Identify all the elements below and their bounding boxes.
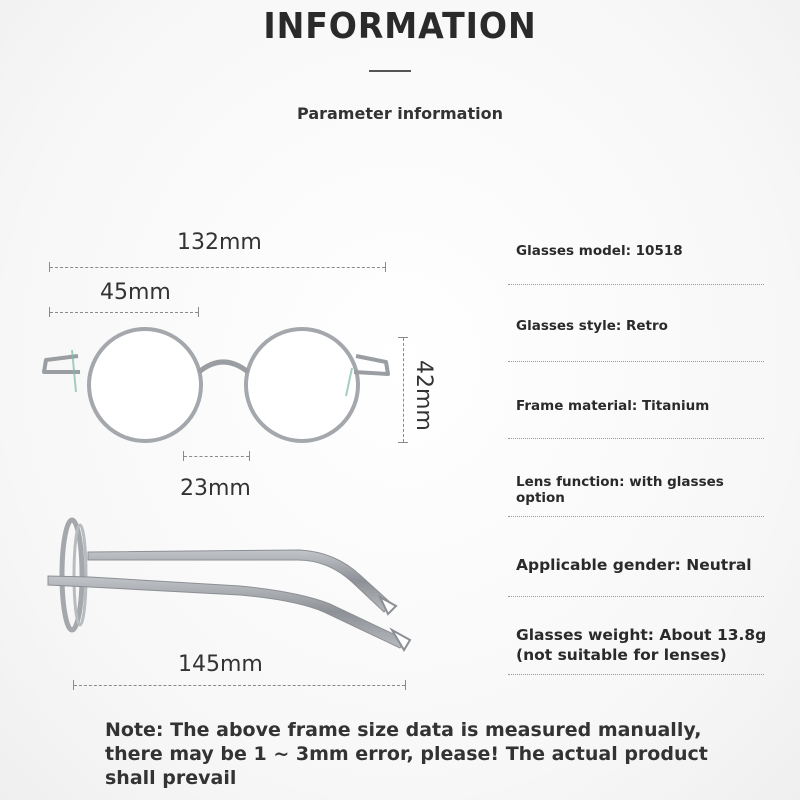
- right-lens: [246, 329, 358, 441]
- glasses-side-view: [48, 520, 410, 650]
- measurement-note: Note: The above frame size data is measured manually, there may be 1 ~ 3mm error, please! The actual product shall prevail: [105, 719, 708, 789]
- bridge-width-label: 23mm: [180, 476, 251, 501]
- lens-width-line: [50, 312, 198, 313]
- total-width-label: 132mm: [177, 230, 262, 255]
- param-divider: [508, 438, 764, 439]
- param-model: Glasses model: 10518: [516, 243, 683, 259]
- temple-length-line: [74, 685, 405, 686]
- lower-temple-arm: [48, 576, 406, 648]
- param-material: Frame material: Titanium: [516, 398, 710, 414]
- param-divider: [508, 284, 764, 285]
- param-lens-function: Lens function: with glasses option: [516, 474, 724, 506]
- param-weight-note: (not suitable for lenses): [516, 646, 727, 664]
- right-hinge: [354, 356, 388, 374]
- page-title: INFORMATION: [263, 6, 537, 47]
- param-style: Glasses style: Retro: [516, 318, 668, 334]
- bridge-width-line: [184, 456, 249, 457]
- param-divider: [508, 596, 764, 597]
- lens-width-label: 45mm: [100, 280, 171, 305]
- section-subtitle: Parameter information: [297, 104, 503, 123]
- glasses-front-view: [44, 329, 388, 441]
- temple-length-label: 145mm: [178, 652, 263, 677]
- param-gender: Applicable gender: Neutral: [516, 556, 752, 574]
- param-weight: Glasses weight: About 13.8g: [516, 626, 767, 644]
- param-divider: [508, 516, 764, 517]
- bridge: [199, 362, 248, 372]
- lens-height-line: [403, 338, 404, 442]
- param-divider: [508, 361, 764, 362]
- total-width-line: [50, 267, 385, 268]
- lens-height-label: 42mm: [411, 360, 436, 431]
- side-rim: [62, 520, 82, 630]
- param-divider: [508, 674, 764, 675]
- left-lens: [89, 329, 201, 441]
